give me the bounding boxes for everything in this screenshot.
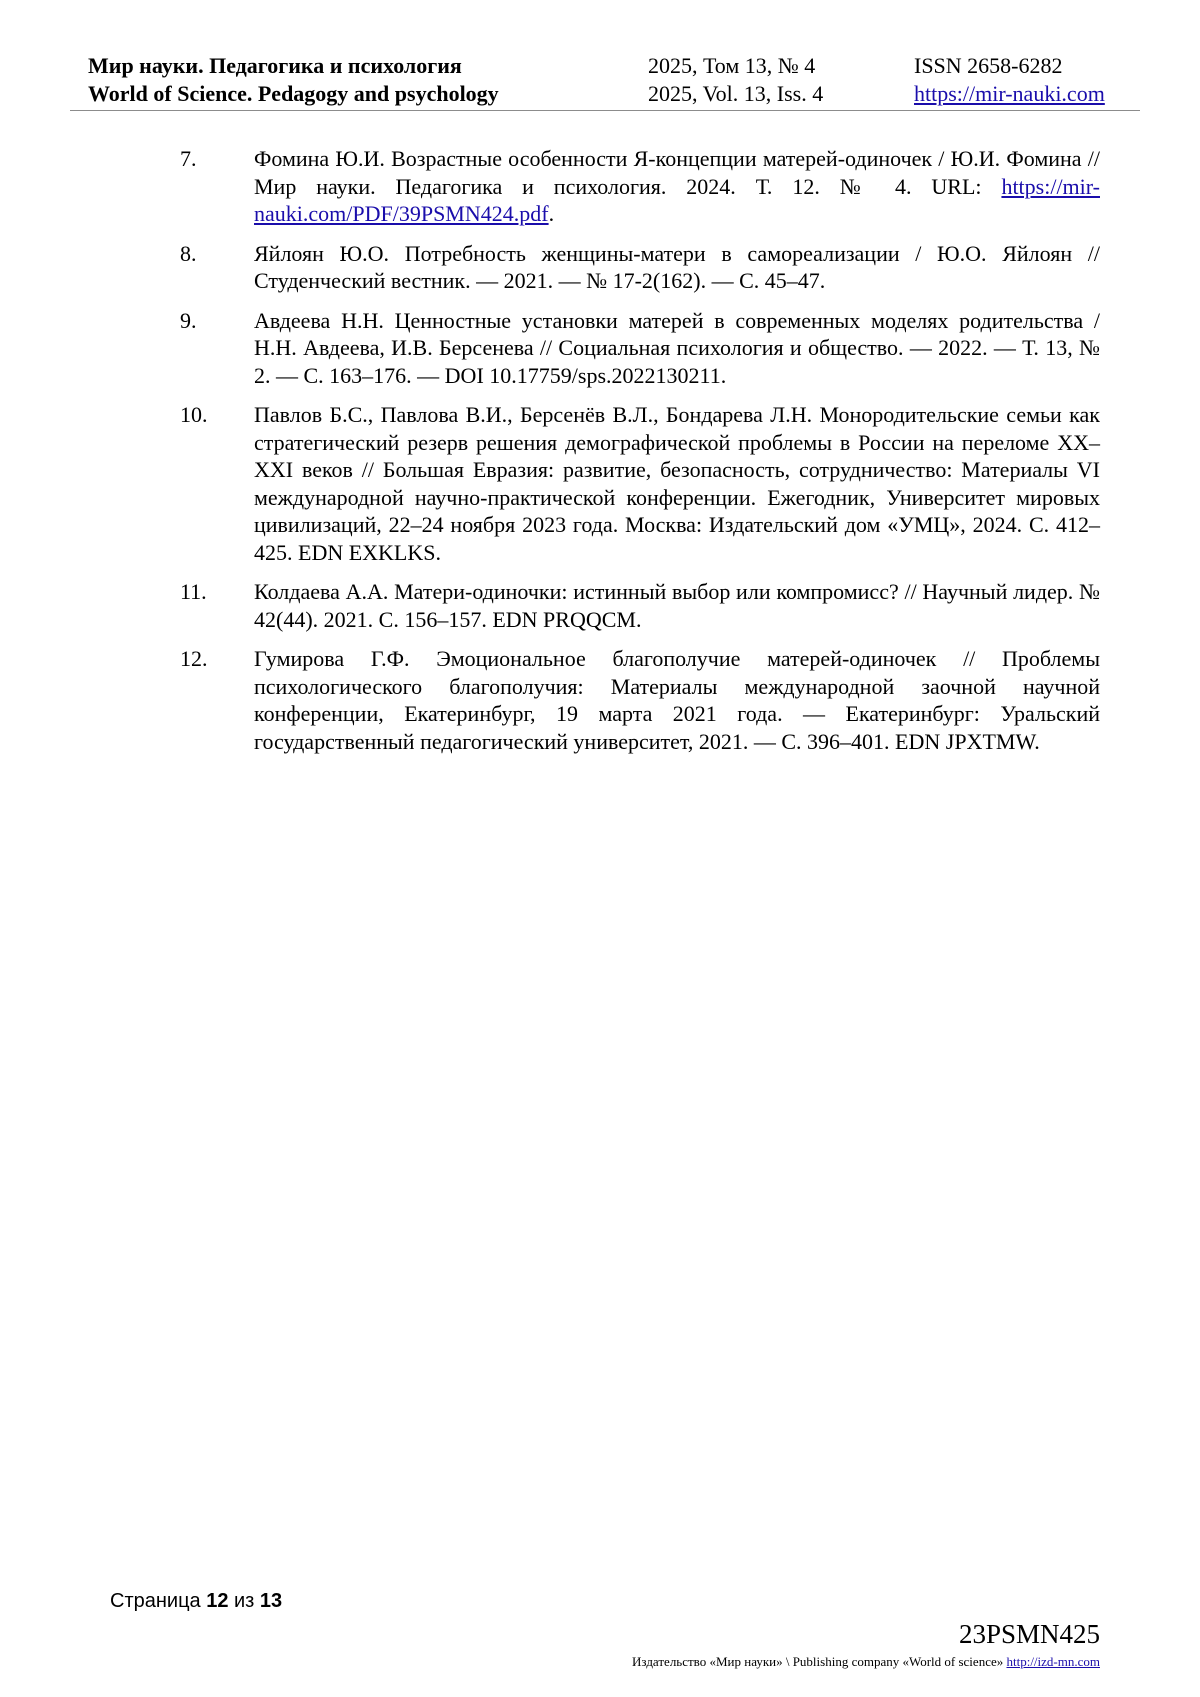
publisher-text: Издательство «Мир науки» \ Publishing company «World of science» [632, 1654, 1007, 1669]
page-counter [110, 1589, 282, 1613]
journal-title-en: World of Science. Pedagogy and psychology [88, 81, 499, 106]
reference-item [180, 645, 1100, 755]
reference-item [180, 401, 1100, 566]
running-header [70, 52, 1140, 111]
page-word: Страница [110, 1590, 207, 1612]
reference-number: 12. [180, 646, 208, 671]
reference-item [180, 145, 1100, 228]
reference-text: Павлов Б.С., Павлова В.И., Берсенёв В.Л., Бондарева Л.Н. Монородительские семьи как стратегический резерв решения демографической проблемы в России на переломе XX–XXI веков // Большая Евразия: развитие, безопасность, сотрудничество: Материалы VI международной научно-практической конференции. Ежегодник, Университет мировых цивилизаций, 22–24 ноября 2023 года. Москва: Издательский дом «УМЦ», 2024. С. 412–425. EDN EXKLKS. [254, 402, 1100, 565]
reference-number: 10. [180, 402, 208, 427]
reference-number: 7. [180, 146, 197, 171]
article-code: 23PSMN425 [958, 1619, 1100, 1649]
issn-number: ISSN 2658-6282 [914, 53, 1063, 78]
issue-info-ru: 2025, Том 13, № 4 [648, 53, 816, 78]
page-total: 13 [259, 1590, 283, 1612]
reference-text: Яйлоян Ю.О. Потребность женщины-матери в самореализации / Ю.О. Яйлоян // Студенческий вестник. — 2021. — № 17-2(162). — С. 45–47. [254, 240, 1100, 293]
journal-title [88, 52, 499, 108]
issue-info [648, 52, 823, 108]
issue-info-en: 2025, Vol. 13, Iss. 4 [648, 81, 824, 106]
journal-title-ru: Мир науки. Педагогика и психология [88, 53, 462, 78]
journal-site-link[interactable]: https://mir-nauki.com [914, 81, 1105, 106]
reference-tail: . [548, 201, 555, 226]
reference-number: 11. [180, 579, 207, 604]
page-current: 12 [206, 1590, 229, 1612]
reference-text: Фомина Ю.И. Возрастные особенности Я-концепции матерей-одиночек / Ю.И. Фомина // Мир науки. Педагогика и психология. 2024. Т. 12. № 4. URL: [254, 146, 1100, 199]
reference-number: 9. [180, 307, 197, 333]
issn-block [914, 52, 1105, 108]
reference-text: Гумирова Г.Ф. Эмоциональное благополучие матерей-одиночек // Проблемы психологического благополучия: Материалы международной заочной научной конференции, Екатеринбург, 19 марта 2021 года. — Екатеринбург: Уральский государственный педагогический университет, 2021. — С. 396–401. EDN JPXTMW. [254, 646, 1100, 754]
page-of: из [228, 1590, 260, 1612]
reference-url-link[interactable]: https://mir-nauki.com/PDF/39PSMN424.pdf [254, 173, 1100, 226]
reference-text: Колдаева А.А. Матери-одиночки: истинный выбор или компромисс? // Научный лидер. № 42(44). 2021. С. 156–157. EDN PRQQCM. [254, 579, 1100, 632]
reference-item [180, 240, 1100, 295]
reference-item [180, 307, 1100, 390]
publisher-site-link[interactable]: http://izd-mn.com [1006, 1654, 1100, 1669]
reference-number: 8. [180, 240, 197, 266]
publisher-line [632, 1654, 1100, 1670]
reference-text: Авдеева Н.Н. Ценностные установки матерей в современных моделях родительства / Н.Н. Авдеева, И.В. Берсенева // Социальная психология и общество. — 2022. — Т. 13, № 2. — С. 163–176. — DOI 10.17759/sps.2022130211. [254, 307, 1100, 388]
reference-item [180, 578, 1100, 633]
reference-list [180, 145, 1100, 767]
